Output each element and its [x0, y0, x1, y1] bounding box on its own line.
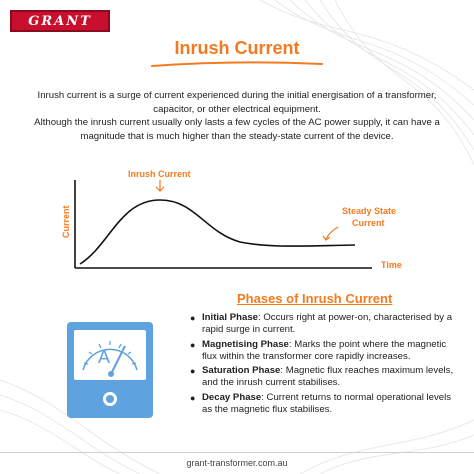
inrush-curve	[80, 200, 355, 264]
phase-description: : Current returns to normal operational levels as the magnetic flux stabilises.	[202, 391, 452, 416]
list-item	[190, 365, 460, 390]
phase-description: : Occurs right at power-on, characterised by a rapid surge in current.	[202, 312, 453, 336]
meter-symbol: A	[98, 347, 111, 367]
phase-name: Magnetising Phase	[202, 338, 289, 350]
intro-paragraph-2: Although the inrush current usually only lasts a few cycles of the AC power supply, it can have a magnitude that is much higher than the steady-state current of the device.	[34, 117, 440, 142]
intro-text	[20, 89, 454, 143]
bullet-icon: ●	[190, 392, 196, 403]
steady-state-annotation-line2: Current	[352, 218, 385, 228]
list-item	[190, 312, 460, 337]
peak-arrow-icon	[156, 180, 164, 191]
title-underline	[150, 60, 324, 68]
footer-divider	[0, 452, 474, 453]
bullet-icon: ●	[190, 339, 196, 350]
peak-annotation: Inrush Current	[128, 169, 191, 179]
phases-title: Phases of Inrush Current	[237, 291, 393, 306]
list-item	[190, 339, 460, 364]
phases-list	[190, 312, 460, 418]
bullet-icon: ●	[190, 366, 196, 377]
inrush-curve-chart	[0, 160, 474, 285]
phase-name: Initial Phase	[202, 312, 258, 323]
steady-state-annotation-line1: Steady State	[342, 206, 397, 216]
company-logo[interactable]	[10, 10, 110, 32]
logo-text: GRANT	[28, 13, 92, 29]
bullet-icon: ●	[190, 313, 196, 323]
phase-description: : Magnetic flux reaches maximum levels, and the inrush current stabilises.	[202, 365, 454, 389]
y-axis-label: Current	[61, 205, 71, 238]
phase-name: Decay Phase	[202, 391, 262, 403]
intro-paragraph-1: Inrush current is a surge of current experienced during the initial energisation of a transformer, capacitor, or other electrical equipment.	[37, 90, 437, 115]
phase-name: Saturation Phase	[202, 365, 281, 377]
page-title: Inrush Current	[174, 38, 300, 58]
ammeter-icon	[67, 322, 153, 418]
phase-description: : Marks the point where the magnetic flux within the transformer core rapidly increases.	[202, 338, 447, 362]
list-item	[190, 392, 460, 417]
footer-url[interactable]: grant-transformer.com.au	[186, 458, 288, 468]
steady-state-arrow-icon	[323, 227, 338, 240]
x-axis-label: Time	[381, 260, 402, 270]
